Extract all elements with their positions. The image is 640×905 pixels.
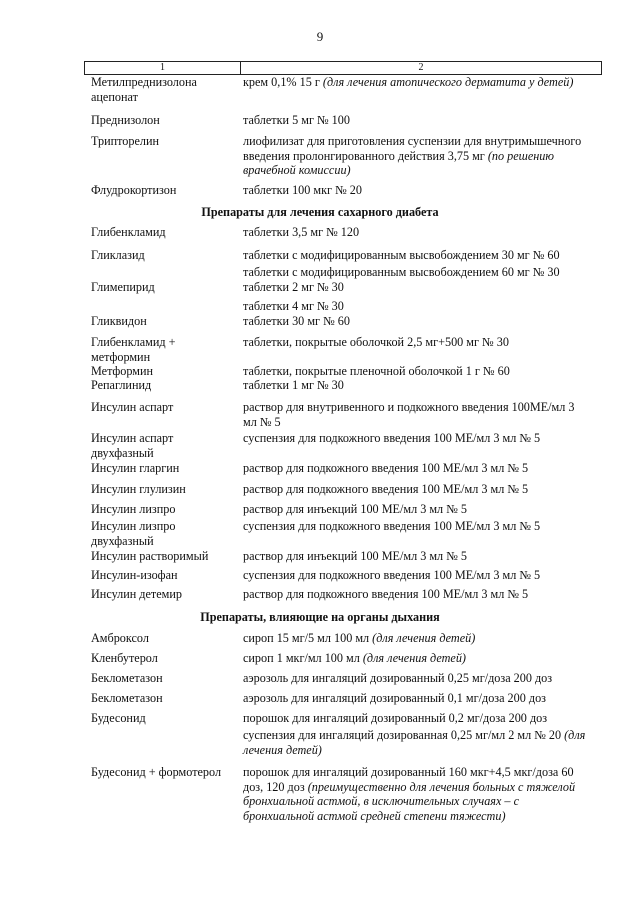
dosage-form-text: раствор для инъекций 100 МЕ/мл 3 мл № 5 [243,502,467,516]
dosage-note: (для лечения атопического дерматита у детей) [322,75,574,89]
dosage-form-text: таблетки с модифицированным высвобождением 30 мг № 60 [243,248,560,262]
dosage-form [243,225,591,240]
dosage-form [243,711,591,726]
column-header-2: 2 [418,62,424,73]
drug-name: Беклометазон [91,691,163,705]
dosage-form [243,400,591,429]
dosage-form-text: раствор для инъекций 100 МЕ/мл 3 мл № 5 [243,549,467,563]
dosage-form-text: таблетки 4 мг № 30 [243,299,344,313]
dosage-note: (по решению врачебной комиссии) [243,148,554,178]
dosage-form [243,265,591,280]
dosage-form-text: суспензия для подкожного введения 100 МЕ/мл 3 мл № 5 [243,568,541,582]
drug-name: Репаглинид [91,378,152,392]
dosage-form [243,75,591,90]
dosage-form-text: таблетки 30 мг № 60 [243,314,350,328]
dosage-form [243,461,591,476]
drug-name: Глибенкламид + метформин [91,335,176,364]
drug-name: Глибенкламид [91,225,166,239]
drug-name: Инсулин лизпро двухфазный [91,519,176,548]
dosage-form [243,378,591,393]
dosage-form [243,587,591,602]
drug-name: Трипторелин [91,134,160,148]
dosage-form [243,502,591,517]
drug-name: Гликлазид [91,248,145,262]
drug-name: Будесонид + формотерол [91,765,222,779]
drug-name: Будесонид [91,711,146,725]
page-number: 9 [316,29,324,44]
dosage-form-text: порошок для ингаляций дозированный 160 мкг+4,5 мкг/доза 60 доз, 120 доз [243,765,574,794]
dosage-form-text: таблетки, покрытые оболочкой 2,5 мг+500 мг № 30 [243,335,509,349]
dosage-form [243,134,591,178]
drug-name: Метформин [91,364,154,378]
section-title: Препараты для лечения сахарного диабета [201,205,439,219]
dosage-form [243,314,591,329]
dosage-form [243,482,591,497]
drug-name: Беклометазон [91,671,163,685]
drug-name: Инсулин лизпро [91,502,176,516]
drug-name: Инсулин-изофан [91,568,178,582]
dosage-form [243,691,591,706]
table-column-headers [84,61,602,75]
dosage-form-text: таблетки 100 мкг № 20 [243,183,362,197]
dosage-form-text: таблетки 1 мг № 30 [243,378,344,392]
section-heading [0,610,640,625]
dosage-form-text: порошок для ингаляций дозированный 0,2 мг/доза 200 доз [243,711,548,725]
dosage-form [243,431,591,446]
dosage-form [243,765,591,823]
dosage-form-text: раствор для подкожного введения 100 МЕ/мл 3 мл № 5 [243,482,529,496]
dosage-note: (преимущественно для лечения больных с тяжелой бронхиальной астмой, в исключительных случаях – с бронхиальной астмой средней степени тяжести) [243,779,576,823]
drug-name: Преднизолон [91,113,160,127]
drug-name: Метилпреднизолона ацепонат [91,75,197,104]
drug-name: Кленбутерол [91,651,158,665]
dosage-form-text: таблетки с модифицированным высвобождением 60 мг № 30 [243,265,560,279]
dosage-form-text: сироп 15 мг/5 мл 100 мл [243,631,370,645]
dosage-form-text: суспензия для подкожного введения 100 МЕ/мл 3 мл № 5 [243,431,541,445]
dosage-form [243,519,591,534]
drug-name: Гликвидон [91,314,147,328]
drug-name: Инсулин детемир [91,587,182,601]
dosage-form [243,299,591,314]
column-header-1: 1 [85,62,241,74]
dosage-form-text: раствор для подкожного введения 100 МЕ/мл 3 мл № 5 [243,461,529,475]
dosage-note: (для лечения детей) [362,651,466,665]
dosage-form-text: таблетки 5 мг № 100 [243,113,350,127]
section-heading [0,205,640,220]
dosage-form-text: раствор для внутривенного и подкожного введения 100МЕ/мл 3 мл № 5 [243,400,575,429]
section-title: Препараты, влияющие на органы дыхания [200,610,440,624]
dosage-form-text: таблетки 3,5 мг № 120 [243,225,360,239]
dosage-form-text: крем 0,1% 15 г [243,75,320,89]
dosage-form-text: раствор для подкожного введения 100 МЕ/мл 3 мл № 5 [243,587,529,601]
dosage-form [243,183,591,198]
drug-name: Инсулин гларгин [91,461,180,475]
dosage-form [243,651,591,666]
dosage-form [243,280,591,295]
dosage-form [243,549,591,564]
dosage-form-text: таблетки, покрытые пленочной оболочкой 1 г № 60 [243,364,510,378]
dosage-form-text: суспензия для подкожного введения 100 МЕ/мл 3 мл № 5 [243,519,541,533]
dosage-form [243,631,591,646]
drug-name: Инсулин аспарт [91,400,174,414]
dosage-form-text: суспензия для ингаляций дозированная 0,25 мг/мл 2 мл № 20 [243,728,562,742]
dosage-form [243,248,591,263]
drug-name: Инсулин растворимый [91,549,209,563]
drug-name: Инсулин аспарт двухфазный [91,431,174,460]
dosage-form-text: сироп 1 мкг/мл 100 мл [243,651,360,665]
drug-name: Флудрокортизон [91,183,177,197]
dosage-form [243,671,591,686]
dosage-form [243,113,591,128]
dosage-note: (для лечения детей) [372,631,476,645]
dosage-form [243,364,591,379]
dosage-form-text: аэрозоль для ингаляций дозированный 0,1 мг/доза 200 доз [243,691,546,705]
dosage-form-text: аэрозоль для ингаляций дозированный 0,25 мг/доза 200 доз [243,671,553,685]
drug-name: Амброксол [91,631,149,645]
dosage-form-text: таблетки 2 мг № 30 [243,280,344,294]
dosage-form [243,568,591,583]
dosage-form-text: лиофилизат для приготовления суспензии для внутримышечного введения пролонгированного действия 3,75 мг [243,134,582,163]
dosage-note: (для лечения детей) [243,728,586,757]
dosage-form [243,728,591,757]
dosage-form [243,335,591,350]
drug-name: Глимепирид [91,280,155,294]
drug-name: Инсулин глулизин [91,482,186,496]
